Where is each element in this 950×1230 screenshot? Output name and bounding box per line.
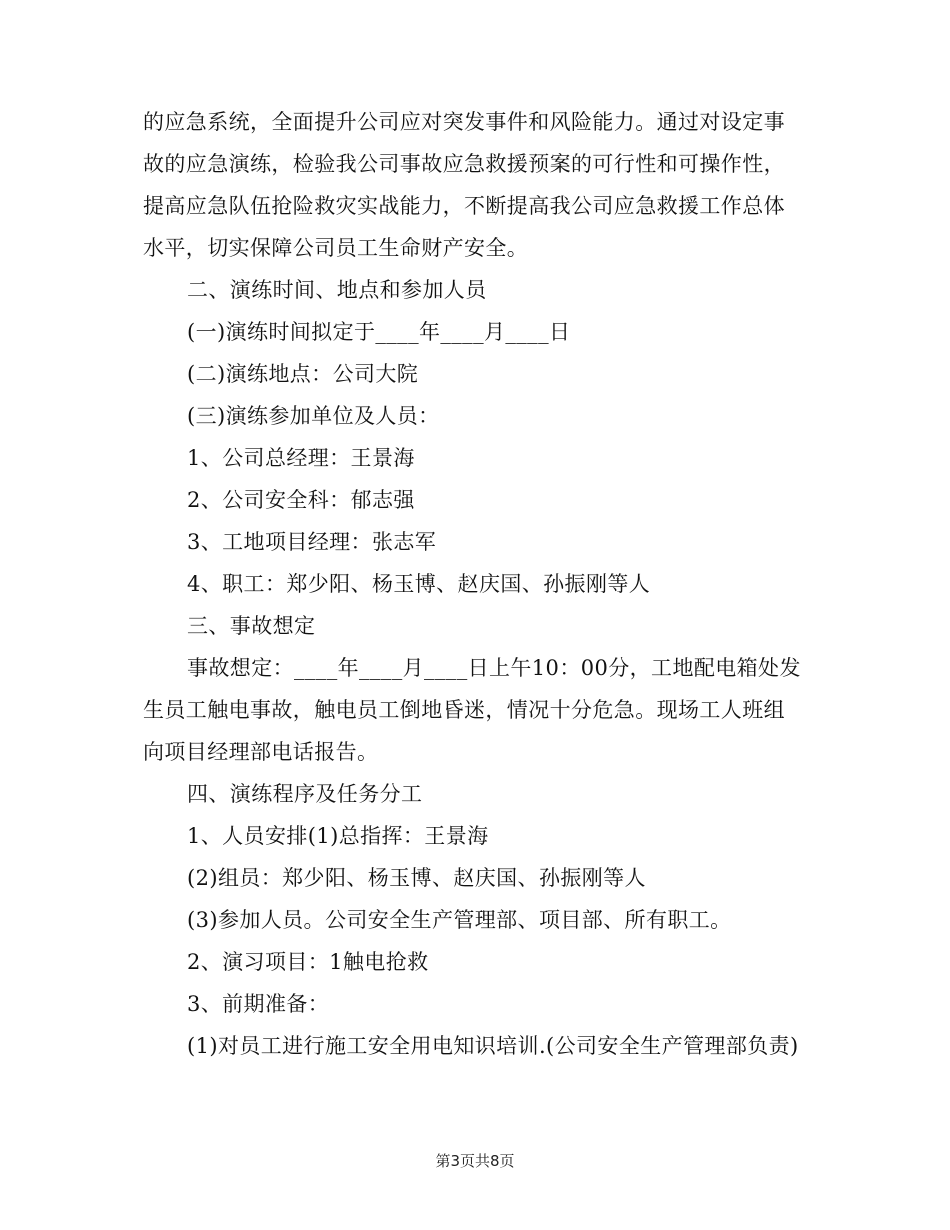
text-line: 2、公司安全科：郁志强 bbox=[187, 488, 415, 512]
text-line: 向项目经理部电话报告。 bbox=[143, 740, 379, 764]
text-line: (1)对员工进行施工安全用电知识培训.(公司安全生产管理部负责) bbox=[187, 1034, 799, 1058]
text-line: 三、事故想定 bbox=[187, 614, 316, 638]
text-line: 1、人员安排(1)总指挥：王景海 bbox=[187, 824, 489, 848]
text-line: 2、演习项目：1触电抢救 bbox=[187, 950, 429, 974]
text-line: 3、前期准备： bbox=[187, 992, 330, 1016]
text-line: 4、职工：郑少阳、杨玉博、赵庆国、孙振刚等人 bbox=[187, 572, 651, 596]
text-line: 四、演练程序及任务分工 bbox=[187, 782, 423, 806]
text-line: (一)演练时间拟定于____年____月____日 bbox=[187, 320, 571, 344]
text-line: 事故想定：____年____月____日上午10：00分，工地配电箱处发 bbox=[187, 656, 801, 680]
text-line: (3)参加人员。公司安全生产管理部、项目部、所有职工。 bbox=[187, 908, 732, 932]
text-line: 的应急系统，全面提升公司应对突发事件和风险能力。通过对设定事 bbox=[143, 110, 785, 134]
text-line: (二)演练地点：公司大院 bbox=[187, 362, 419, 386]
text-line: 1、公司总经理：王景海 bbox=[187, 446, 415, 470]
text-line: 3、工地项目经理：张志军 bbox=[187, 530, 437, 554]
text-line: 水平，切实保障公司员工生命财产安全。 bbox=[143, 236, 529, 260]
document-body bbox=[143, 101, 833, 1067]
page-number-footer: 第3页共8页 bbox=[435, 1152, 515, 1170]
text-line: 二、演练时间、地点和参加人员 bbox=[187, 278, 487, 302]
text-line: (三)演练参加单位及人员： bbox=[187, 404, 440, 428]
text-line: 故的应急演练，检验我公司事故应急救援预案的可行性和可操作性， bbox=[143, 152, 785, 176]
text-line: 生员工触电事故，触电员工倒地昏迷，情况十分危急。现场工人班组 bbox=[143, 698, 785, 722]
text-line: (2)组员：郑少阳、杨玉博、赵庆国、孙振刚等人 bbox=[187, 866, 646, 890]
text-line: 提高应急队伍抢险救灾实战能力，不断提高我公司应急救援工作总体 bbox=[143, 194, 785, 218]
